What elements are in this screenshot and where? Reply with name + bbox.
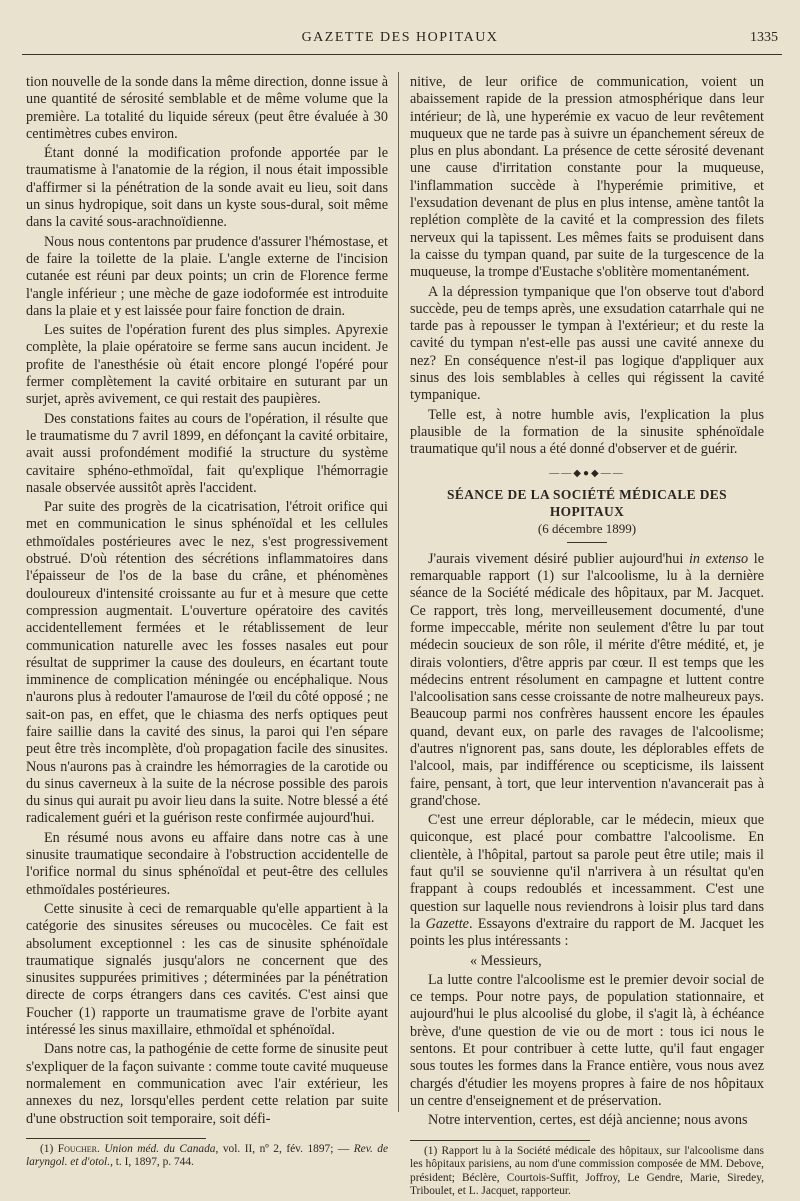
emphasis: Gazette <box>425 915 469 932</box>
footnote: (1) Rapport lu à la Société médicale des hôpitaux, sur l'alcoolisme dans les hôpitaux parisiens, au nom d'une commission composée de MM. Debove, président; Béclère, Courtois-Suffit, Joffroy, Le Gendre, Marie, Siredey, Triboulet, et L. Jacquet, rapporteur. <box>410 1144 764 1198</box>
left-column <box>26 74 388 1172</box>
paragraph: tion nouvelle de la sonde dans la même direction, donne issue à une quantité de sérosité semblable et de même volume que la première. La totalité du liquide séreux (peut être évaluée à 30 centimètres cubes environ. <box>26 74 388 142</box>
paragraph: nitive, de leur orifice de communication, voient un abaissement rapide de la pression atmosphérique dans leur intérieur; de là, une hyperémie ex vacuo de leur revêtement muqueux que ne tarde pas à suivre un épanchement séreux de plus en plus abondant. La présence de cette sérosité devenant une cause d'irritation constante pour la muqueuse, l'inflammation succède à l'hyperémie primitive, et l'exsudation devenant de plus en plus intense, amène tantôt la replétion complète de la cavité et la compression des filets nerveux qui la tapissent. Les mêmes faits se produisent dans la caisse du tympan quand, par suite de la turgescence de la muqueuse, la trompe d'Eustache s'oblitère momentanément. <box>410 74 764 281</box>
paragraph: Telle est, à notre humble avis, l'explication la plus plausible de la formation de la sinusite sphénoïdale traumatique qu'il nous a été donné d'observer et de guérir. <box>410 406 764 458</box>
header-rule <box>22 54 782 55</box>
page-header <box>0 30 800 54</box>
column-divider <box>398 72 399 1112</box>
footnote-author: Foucher <box>57 1142 97 1155</box>
paragraph: Les suites de l'opération furent des plus simples. Apyrexie complète, la plaie opératoire se ferme sans aucun incident. Je profite de l'anesthésie où était encore plongé l'opéré pour fermer complètement la cavité orbitaire en suturant par un surjet, après avivement, ce qui restait des paupières. <box>26 322 388 408</box>
section-title: SÉANCE DE LA SOCIÉTÉ MÉDICALE DES HOPITAUX <box>447 486 727 520</box>
salutation: « Messieurs, <box>470 952 542 969</box>
paragraph: Nous nous contentons par prudence d'assurer l'hémostase, et de faire la toilette de la plaie. L'angle externe de l'incision cutanée est réuni par deux points; un crin de Florence ferme l'angle inférieur ; une mèche de gaze iodoformée est introduite dans la plaie et y est laissée pour faire fonction de drain. <box>26 233 388 319</box>
emphasis: in extenso <box>688 550 749 567</box>
paragraph: C'est une erreur déplorable, car le médecin, mieux que quiconque, est placé pour combattre l'alcoolisme. En clientèle, à l'hôpital, partout sa parole peut être utile; mais il faut qu'il se souvienne qu'il n'arrivera à un résultat qu'en frappant à coups redoublés et incessamment. C'est une question sur laquelle nous reviendrons à loisir plus tard dans la Gazette. Essayons d'extraire du rapport de M. Jacquet les points les plus intéressants : <box>410 812 764 950</box>
footnote-rule <box>26 1138 206 1139</box>
paragraph: Étant donné la modification profonde apportée par le traumatisme à l'anatomie de la région, il nous était impossible d'affirmer si la pénétration de la sonde avait eu lieu, soit dans un sinus hydropique, soit dans un kyste sous-dural, soit même dans la cavité sous-arachnoïdienne. <box>26 145 388 231</box>
section-date: (6 décembre 1899) <box>537 521 637 537</box>
paragraph: Cette sinusite à ceci de remarquable qu'elle appartient à la catégorie des sinusites séreuses ou mucocèles. Ce fait est absolument exceptionnel : les cas de sinusite sphénoïdale traumatique signalés jusqu'alors ne concernent que des sinusites suppurées primitives ; déterminées par la pénétration directe de corps étrangers dans ces cavités. C'est ainsi que Foucher (1) rapporte un traumatisme grave de l'orbite ayant intéressé les sinus maxillaire, ethmoïdal et sphénoïdal. <box>26 900 388 1039</box>
journal-name: Union méd. du Canada <box>104 1142 216 1155</box>
short-rule <box>567 542 607 543</box>
paragraph: Notre intervention, certes, est déjà ancienne; nous avons <box>428 1112 748 1129</box>
paragraph: A la dépression tympanique que l'on observe tout d'abord succède, peu de temps après, une exsudation catarrhale qui ne tarde pas à repousser le tympan à l'extérieur; et du reste la cavité du tympan n'est-elle pas aussi une cavité annexe du nez? En conséquence n'est-il pas logique d'appliquer aux sinus des lois semblables à celles qui régissent la cavité tympanique. <box>410 283 764 404</box>
journal-title: GAZETTE DES HOPITAUX <box>301 30 499 45</box>
page-number: 1335 <box>750 30 778 45</box>
paragraph: Par suite des progrès de la cicatrisation, l'étroit orifice qui met en communication le sinus sphénoïdal et les cellules ethmoïdales postérieures avec le nez, s'est progressivement obstrué. D'où rétention des sécrétions inflammatoires dans l'épaisseur de l'os de la base du crâne, et phénomènes douloureux d'intensité croissante au fur et à mesure que cette compression augmentait. L'ouverture opératoire des cavités accidentellement fermées et le rétablissement de leur communication naturelle avec les fosses nasales eut pour résultat de supprimer la cause des douleurs, en écartant toute imminence de complication méningée ou encéphalique. Nous n'aurons plus à redouter l'amaurose de l'œil du côté opposé ; ne sait-on pas, en effet, que le chiasma des nerfs optiques peut faire saillie dans la cavité des sinus, la paroi qui l'en sépare peut être très incomplète, d'où propagation facile des sinusites. Nous n'aurons pas à craindre les hémorragies de la carotide ou du sinus caverneux à la suite de la nécrose possible des parois du sinus qui aurait pu avoir lieu dans la suite. Notre blessé a été radicalement guéri et la guérison reste confirmée aujourd'hui. <box>26 499 388 827</box>
paragraph: J'aurais vivement désiré publier aujourd'hui in extenso le remarquable rapport (1) sur l'alcoolisme, lu à la dernière séance de la Société médicale des hôpitaux, par M. Jacquet. Ce rapport, très long, merveilleusement documenté, d'une forme impeccable, mérite non seulement d'être lu par tout médecin soucieux de son rôle, il mérite d'être médité, et, je dirais volontiers, d'être appris par cœur. Il est temps que les médecins entrent résolument en campagne et luttent contre l'alcoolisation sans cesse croissante de notre malheureux pays. Beaucoup parmi nos confrères haussent encore les épaules quand, devant eux, on parle des ravages de l'alcoolisme; d'autres n'ignorent pas, sans doute, les déplorables effets de l'alcool, mais, par indifférence ou scepticisme, ils laissent faire, pensant, à tort, que leur intervention n'avancerait pas à grand'chose. <box>410 550 764 809</box>
paragraph: Dans notre cas, la pathogénie de cette forme de sinusite peut s'expliquer de la façon suivante : comme toute cavité muqueuse normalement en communication avec l'air extérieur, les annexes du nez, lorsqu'elles perdent cette relation par suite d'une obstruction soit temporaire, soit défi- <box>26 1041 388 1127</box>
paragraph: Des constations faites au cours de l'opération, il résulte que le traumatisme du 7 avril 1899, en défonçant la cavité orbitaire, avait aussi profondément modifié la structure du système cavitaire sphéno-ethmoïdal, fait qu'explique l'hémorragie nasale observée aussitôt après l'accident. <box>26 410 388 496</box>
paragraph: La lutte contre l'alcoolisme est le premier devoir social de ce temps. Pour notre pays, de population stationnaire, et aujourd'hui le plus alcoolisé du globe, il s'agit là, à échéance brève, d'une question de vie ou de mort : tous ici nous le sentons. Et pour contribuer à cette lutte, qu'il faut engager sous toutes les formes dans la France entière, vous nous avez chargés d'étudier les moyens propres à faire de nos hôpitaux un centre d'enseignement et de préservation. <box>410 971 764 1109</box>
paragraph: En résumé nous avons eu affaire dans notre cas à une sinusite traumatique secondaire à l'obstruction accidentelle de l'orifice normal du sinus sphénoïdal et peut-être des cellules ethmoïdales postérieures. <box>26 829 388 898</box>
section-ornament: ——◆●◆—— <box>549 467 625 479</box>
footnote: (1) Foucher. Union méd. du Canada, vol. II, nº 2, fév. 1897; — Rev. de laryngol. et d'otol., t. I, 1897, p. 744. <box>26 1142 389 1169</box>
journal-name: Rev. de laryngol. et d'otol. <box>26 1142 389 1169</box>
footnote-rule <box>410 1140 590 1141</box>
right-column <box>410 74 764 1201</box>
